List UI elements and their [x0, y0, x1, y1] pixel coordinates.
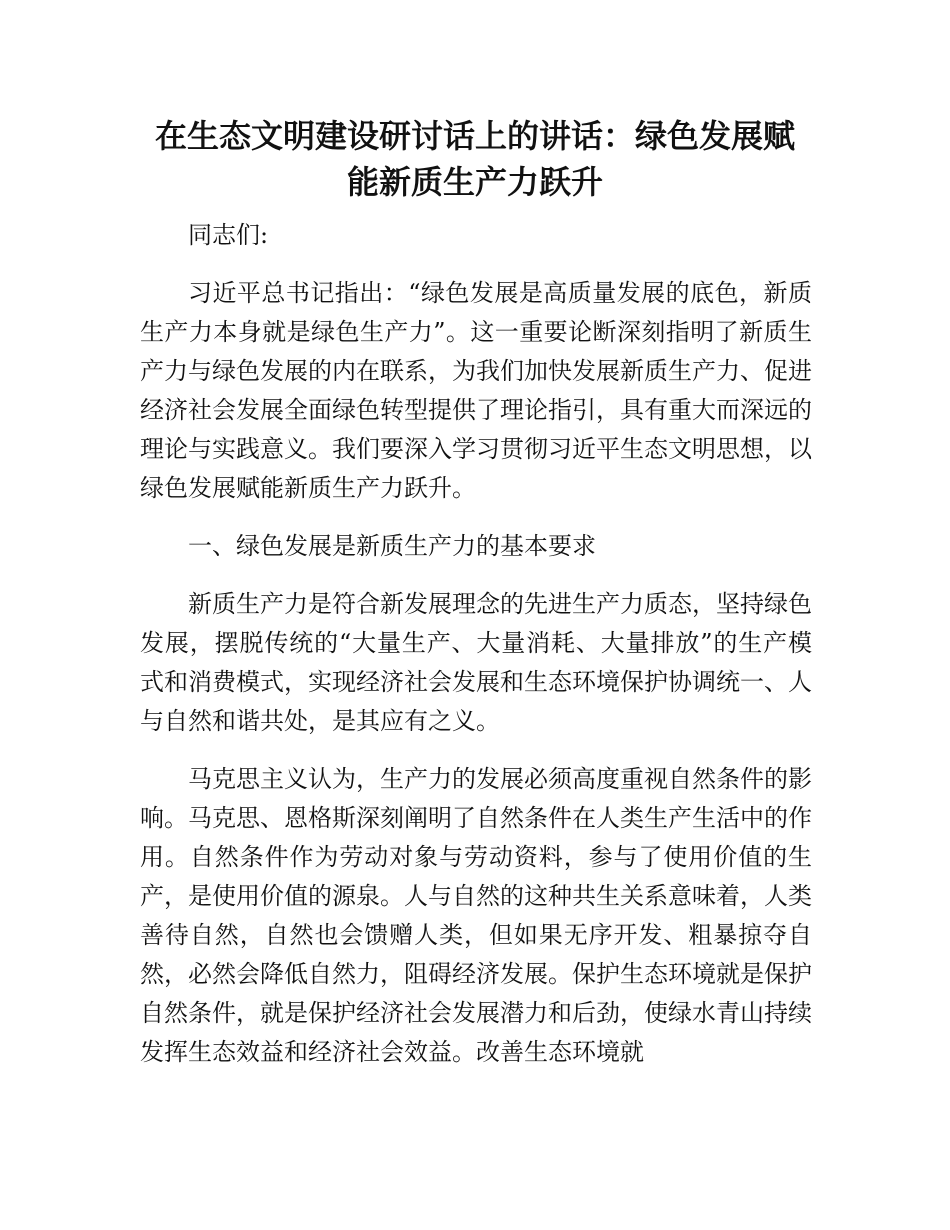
salutation: 同志们: [188, 221, 269, 249]
document-title: 在生态文明建设研讨话上的讲话：绿色发展赋能新质生产力跃升 [154, 117, 795, 201]
paragraph-section1-b: 马克思主义认为，生产力的发展必须高度重视自然条件的影响。马克思、恩格斯深刻阐明了自然条件在人类生产生活中的作用。自然条件作为劳动对象与劳动资料，参与了使用价值的生产，是使用价值的源泉。人与自然的这种共生关系意味着，人类善待自然，自然也会馈赠人类，但如果无序开发、粗暴掠夺自然，必然会降低自然力，阻碍经济发展。保护生态环境就是保护自然条件，就是保护经济社会发展潜力和后劲，使绿水青山持续发挥生态效益和经济社会效益。改善生态环境就 [140, 765, 812, 1066]
paragraph-intro: 习近平总书记指出：“绿色发展是高质量发展的底色，新质生产力本身就是绿色生产力”。这一重要论断深刻指明了新质生产力与绿色发展的内在联系，为我们加快发展新质生产力、促进经济社会发展全面绿色转型提供了理论指引，具有重大而深远的理论与实践意义。我们要深入学习贯彻习近平生态文明思想，以绿色发展赋能新质生产力跃升。 [140, 279, 812, 502]
section-heading-1: 一、绿色发展是新质生产力的基本要求 [188, 532, 596, 560]
paragraph-section1-a: 新质生产力是符合新发展理念的先进生产力质态，坚持绿色发展，摆脱传统的“大量生产、大量消耗、大量排放”的生产模式和消费模式，实现经济社会发展和生态环境保护协调统一、人与自然和谐共处，是其应有之义。 [140, 590, 812, 735]
document-body [140, 216, 812, 1091]
